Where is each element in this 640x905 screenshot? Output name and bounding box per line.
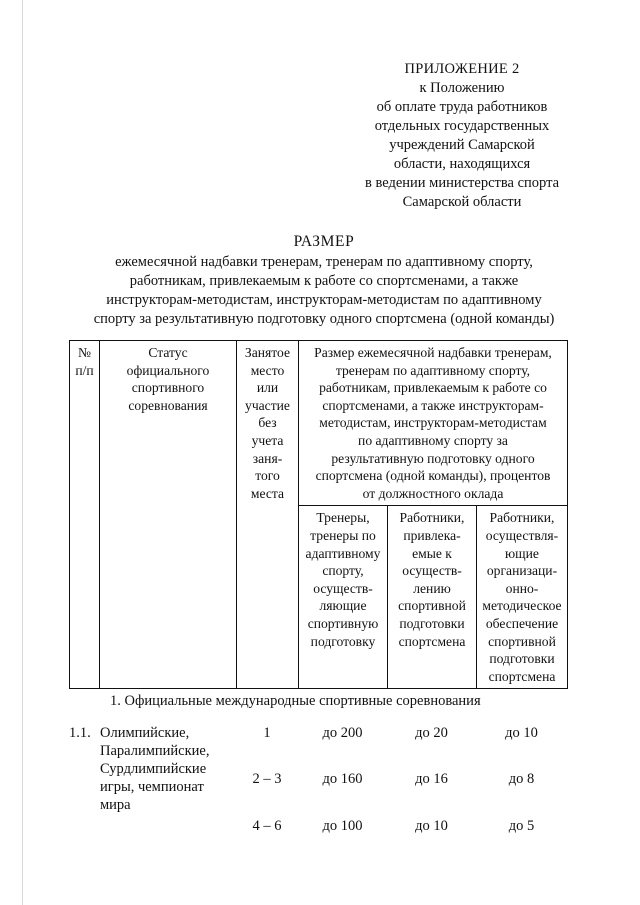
header-cell-status: Статус официального спортивного соревнования bbox=[100, 341, 237, 689]
appendix-line: отдельных государственных bbox=[374, 118, 550, 134]
header-cell-allowance-size: Размер ежемесячной надбавки тренерам, тренерам по адаптивному спорту, работникам, привлекаемым к работе со спортсменами, а также инструкторам- методистам, инструкторам-методистам по адаптивному спорту за результативную подготовку одного спортсмена (одной команды), процентов от должностного оклада bbox=[299, 341, 568, 506]
document-subtitle-line: спорту за результативную подготовку одного спортсмена (одной команды) bbox=[93, 311, 555, 327]
row-1-workers: до 20 bbox=[415, 725, 448, 741]
item-status: Олимпийские, Паралимпийские, Сурдлимпийские игры, чемпионат мира bbox=[100, 725, 210, 813]
header-cell-number: № п/п bbox=[70, 341, 100, 689]
item-number: 1.1. bbox=[69, 725, 91, 741]
allowance-table bbox=[69, 340, 568, 689]
document-subtitle-line: ежемесячной надбавки тренерам, тренерам по адаптивному спорту, bbox=[115, 254, 533, 270]
row-2-trainers: до 160 bbox=[322, 771, 363, 787]
row-3-workers: до 10 bbox=[415, 818, 448, 834]
row-3-trainers: до 100 bbox=[322, 818, 363, 834]
header-cell-place: Занятое место или участие без учета заня- того места bbox=[237, 341, 299, 689]
row-2-workers: до 16 bbox=[415, 771, 448, 787]
section-heading: 1. Официальные международные спортивные соревнования bbox=[110, 693, 481, 709]
row-2-org: до 8 bbox=[508, 771, 535, 787]
appendix-line: Самарской области bbox=[402, 194, 522, 210]
appendix-line: учреждений Самарской bbox=[389, 137, 535, 153]
header-cell-workers: Работники, привлека- емые к осуществ- лению спортивной подготовки спортсмена bbox=[388, 506, 477, 689]
document-title-block bbox=[60, 232, 588, 329]
document-subtitle-line: инструкторам-методистам, инструкторам-методистам по адаптивному bbox=[106, 292, 542, 308]
appendix-line: области, находящихся bbox=[393, 156, 531, 172]
header-cell-org-workers: Работники, осуществля- ющие организаци- онно- методическое обеспечение спортивной подготовки спортсмена bbox=[477, 506, 568, 689]
scan-edge-line bbox=[22, 0, 23, 905]
appendix-header bbox=[352, 60, 572, 212]
row-2-place: 2 – 3 bbox=[252, 771, 282, 787]
header-cell-trainers: Тренеры, тренеры по адаптивному спорту, осуществ- ляющие спортивную подготовку bbox=[299, 506, 388, 689]
row-3-place: 4 – 6 bbox=[252, 818, 282, 834]
appendix-line: к Положению bbox=[419, 80, 505, 96]
appendix-title: ПРИЛОЖЕНИЕ 2 bbox=[404, 61, 520, 77]
row-1-org: до 10 bbox=[505, 725, 538, 741]
appendix-line: об оплате труда работников bbox=[376, 99, 548, 115]
row-1-place: 1 bbox=[263, 725, 271, 741]
document-title: РАЗМЕР bbox=[293, 233, 355, 250]
row-3-org: до 5 bbox=[508, 818, 535, 834]
row-1-trainers: до 200 bbox=[322, 725, 363, 741]
appendix-line: в ведении министерства спорта bbox=[364, 175, 560, 191]
document-subtitle-line: работникам, привлекаемым к работе со спортсменами, а также bbox=[129, 273, 519, 289]
